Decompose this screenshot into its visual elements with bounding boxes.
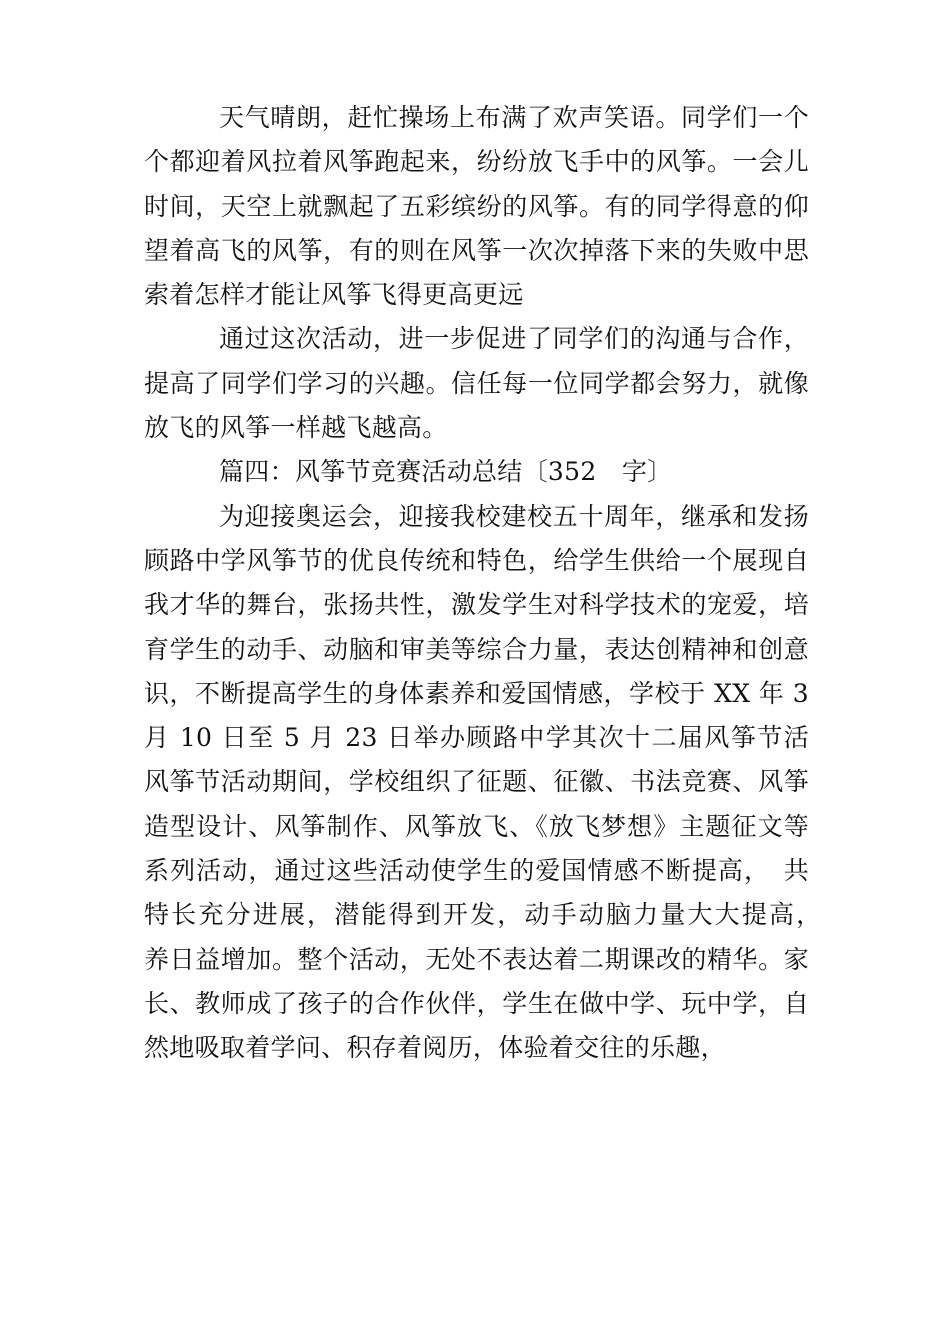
paragraph-3-line-5: 识，不断提高学生的身体素养和爱国情感，学校于 XX 年 3 — [144, 678, 809, 708]
paragraph-3-line-13: 然地吸取着学问、积存着阅历，体验着交往的乐趣， — [144, 1033, 726, 1063]
paragraph-3 — [144, 495, 809, 1071]
paragraph-2 — [144, 317, 809, 450]
paragraph-3-line-3: 我才华的舞台，张扬共性，激发学生对科学技术的宠爱，培 — [144, 590, 809, 620]
paragraph-1 — [144, 96, 809, 317]
paragraph-1-line-2: 个都迎着风拉着风筝跑起来，纷纷放飞手中的风筝。一会儿 — [144, 147, 809, 177]
paragraph-3-line-2: 顾路中学风筝节的优良传统和特色，给学生供给一个展现自 — [144, 545, 809, 575]
paragraph-3-line-4: 育学生的动手、动脑和审美等综合力量，表达创精神和创意 — [144, 634, 809, 664]
paragraph-2-line-3: 放飞的风筝一样越飞越高。 — [144, 413, 448, 443]
paragraph-3-line-6: 月 10 日至 5 月 23 日举办顾路中学其次十二届风筝节活 — [144, 723, 809, 753]
paragraph-3-line-11: 养日益增加。整个活动，无处不表达着二期课改的精华。家 — [144, 944, 809, 974]
paragraph-1-line-4: 望着高飞的风筝，有的则在风筝一次次掉落下来的失败中思 — [144, 235, 809, 265]
paragraph-3-line-10: 特长充分进展，潜能得到开发，动手动脑力量大大提高， — [144, 900, 809, 930]
paragraph-2-line-2: 提高了同学们学习的兴趣。信任每一位同学都会努力，就像 — [144, 368, 809, 398]
heading-4-text: 篇四：风筝节竞赛活动总结〔352 字〕 — [219, 457, 673, 487]
paragraph-3-line-9: 系列活动，通过这些活动使学生的爱国情感不断提高， 共 — [144, 856, 809, 886]
paragraph-1-line-5: 索着怎样才能让风筝飞得更高更远 — [144, 280, 524, 310]
paragraph-3-line-1: 为迎接奥运会，迎接我校建校五十周年，继承和发扬 — [219, 501, 809, 531]
paragraph-3-line-7: 风筝节活动期间，学校组织了征题、征徽、书法竞赛、风筝 — [144, 767, 809, 797]
paragraph-1-line-3: 时间，天空上就飘起了五彩缤纷的风筝。有的同学得意的仰 — [144, 191, 809, 221]
section-heading-4 — [144, 450, 809, 494]
paragraph-3-line-12: 长、教师成了孩子的合作伙伴，学生在做中学、玩中学，自 — [144, 988, 809, 1018]
paragraph-2-line-1: 通过这次活动，进一步促进了同学们的沟通与合作， — [219, 324, 809, 354]
paragraph-1-line-1: 天气晴朗，赶忙操场上布满了欢声笑语。同学们一个 — [219, 103, 809, 132]
document-body — [144, 96, 809, 1071]
paragraph-3-line-8: 造型设计、风筝制作、风筝放飞、《放飞梦想》主题征文等 — [144, 811, 809, 841]
